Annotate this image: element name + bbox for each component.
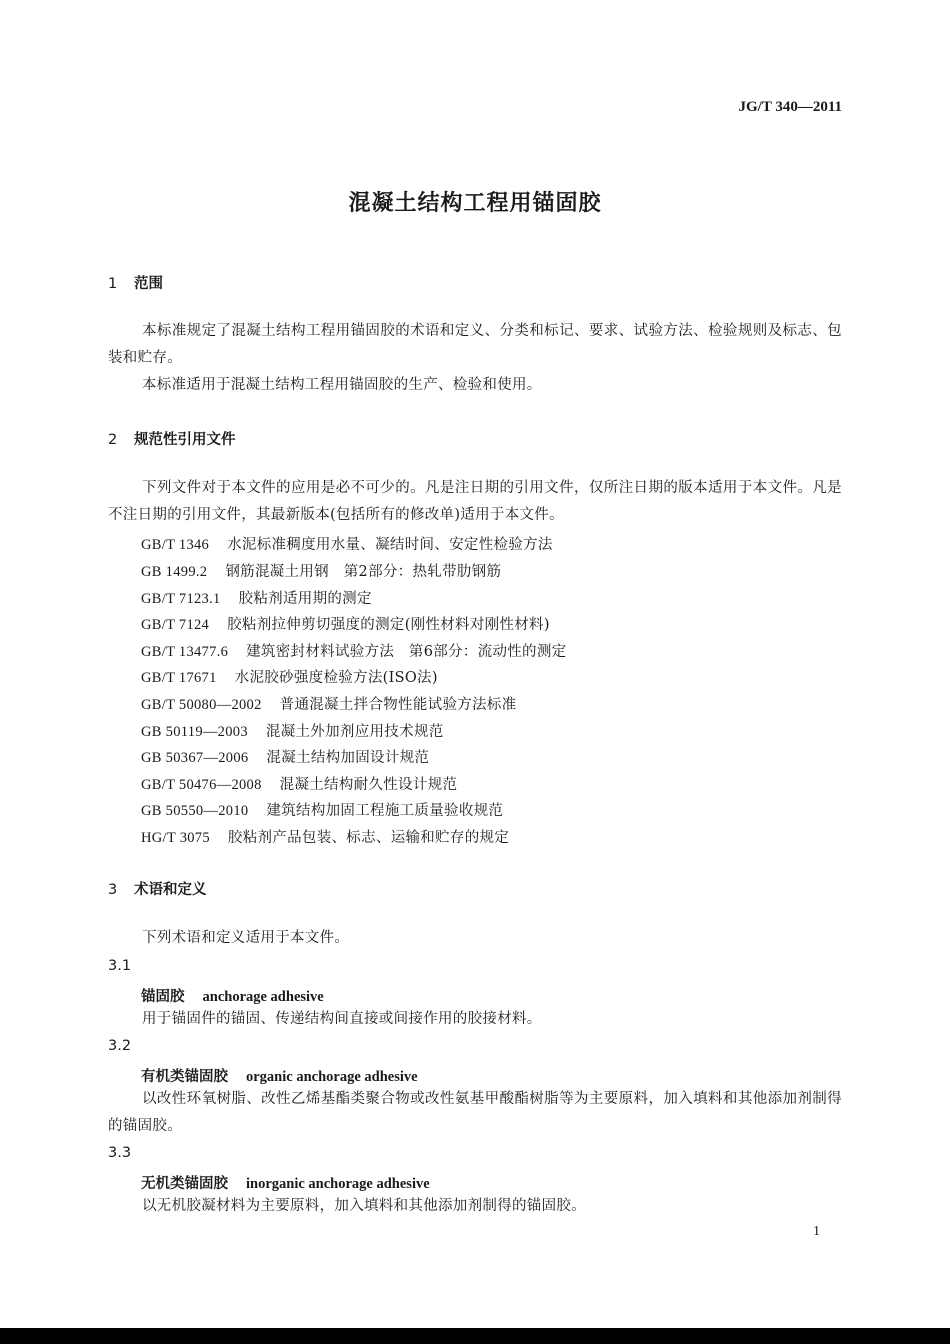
reference-code: GB/T 13477.6 xyxy=(141,644,229,660)
reference-item xyxy=(141,640,566,661)
term-en: inorganic anchorage adhesive xyxy=(246,1176,430,1192)
term-number: 3.1 xyxy=(108,958,132,974)
reference-title: 混凝土结构耐久性设计规范 xyxy=(279,777,458,793)
reference-code: GB 1499.2 xyxy=(141,564,208,580)
reference-title: 胶粘剂拉伸剪切强度的测定(刚性材料对刚性材料) xyxy=(227,617,550,633)
term-heading xyxy=(141,1065,418,1086)
reference-title: 胶粘剂适用期的测定 xyxy=(238,591,372,607)
reference-item xyxy=(141,720,444,741)
section-heading-terms xyxy=(108,878,207,899)
reference-item xyxy=(141,693,516,714)
term-heading xyxy=(141,1172,430,1193)
section-number: 3 xyxy=(108,882,118,898)
reference-item xyxy=(141,613,550,634)
reference-code: GB 50550—2010 xyxy=(141,803,249,819)
reference-title: 普通混凝土拌合物性能试验方法标准 xyxy=(279,697,517,713)
term-en: anchorage adhesive xyxy=(202,989,324,1005)
reference-code: GB 50119—2003 xyxy=(141,724,248,740)
reference-title: 钢筋混凝土用钢 第2部分：热轧带肋钢筋 xyxy=(225,564,502,580)
reference-code: GB/T 7124 xyxy=(141,617,210,633)
section-title: 范围 xyxy=(134,276,163,292)
section-heading-scope xyxy=(108,272,163,293)
reference-title: 建筑密封材料试验方法 第6部分：流动性的测定 xyxy=(246,644,567,660)
term-cn: 锚固胶 xyxy=(141,989,185,1005)
term-definition: 以无机胶凝材料为主要原料，加入填料和其他添加剂制得的锚固胶。 xyxy=(142,1198,586,1214)
scope-paragraph-1: 本标准规定了混凝土结构工程用锚固胶的术语和定义、分类和标记、要求、试验方法、检验规则及标志、包装和贮存。 xyxy=(108,323,842,366)
reference-code: GB 50367—2006 xyxy=(141,750,249,766)
reference-code: HG/T 3075 xyxy=(141,830,210,846)
reference-code: GB/T 50476—2008 xyxy=(141,777,262,793)
reference-code: GB/T 1346 xyxy=(141,537,210,553)
term-en: organic anchorage adhesive xyxy=(246,1069,418,1085)
reference-title: 混凝土结构加固设计规范 xyxy=(266,750,430,766)
term-number: 3.3 xyxy=(108,1145,132,1161)
term-definition: 用于锚固件的锚固、传递结构间直接或间接作用的胶接材料。 xyxy=(142,1011,542,1027)
bottom-edge-bar xyxy=(0,1328,950,1344)
section-heading-references xyxy=(108,428,236,449)
reference-code: GB/T 17671 xyxy=(141,670,217,686)
reference-item xyxy=(141,773,457,794)
reference-item xyxy=(141,826,509,847)
reference-item xyxy=(141,666,438,687)
reference-title: 水泥胶砂强度检验方法(ISO法) xyxy=(234,670,438,686)
terms-intro: 下列术语和定义适用于本文件。 xyxy=(142,930,350,946)
reference-code: GB/T 50080—2002 xyxy=(141,697,262,713)
reference-title: 混凝土外加剂应用技术规范 xyxy=(265,724,444,740)
term-cn: 无机类锚固胶 xyxy=(141,1176,228,1192)
standard-code: JG/T 340—2011 xyxy=(738,99,842,115)
section-number: 2 xyxy=(108,432,118,448)
reference-item xyxy=(141,587,372,608)
term-cn: 有机类锚固胶 xyxy=(141,1069,228,1085)
term-heading xyxy=(141,985,324,1006)
references-intro: 下列文件对于本文件的应用是必不可少的。凡是注日期的引用文件，仅所注日期的版本适用于本文件。凡是不注日期的引用文件，其最新版本(包括所有的修改单)适用于本文件。 xyxy=(108,480,842,523)
section-number: 1 xyxy=(108,276,118,292)
reference-title: 建筑结构加固工程施工质量验收规范 xyxy=(266,803,504,819)
reference-code: GB/T 7123.1 xyxy=(141,591,221,607)
reference-title: 水泥标准稠度用水量、凝结时间、安定性检验方法 xyxy=(227,537,553,553)
reference-item xyxy=(141,533,553,554)
reference-item xyxy=(141,560,501,581)
page-number: 1 xyxy=(813,1224,820,1239)
reference-title: 胶粘剂产品包装、标志、运输和贮存的规定 xyxy=(227,830,510,846)
document-title: 混凝土结构工程用锚固胶 xyxy=(348,191,602,216)
reference-item xyxy=(141,799,503,820)
reference-item xyxy=(141,746,429,767)
section-title: 术语和定义 xyxy=(134,882,207,898)
section-title: 规范性引用文件 xyxy=(134,432,236,448)
term-definition: 以改性环氧树脂、改性乙烯基酯类聚合物或改性氨基甲酸酯树脂等为主要原料，加入填料和其他添加剂制得的锚固胶。 xyxy=(108,1091,842,1134)
scope-paragraph-2: 本标准适用于混凝土结构工程用锚固胶的生产、检验和使用。 xyxy=(142,377,542,393)
term-number: 3.2 xyxy=(108,1038,132,1054)
